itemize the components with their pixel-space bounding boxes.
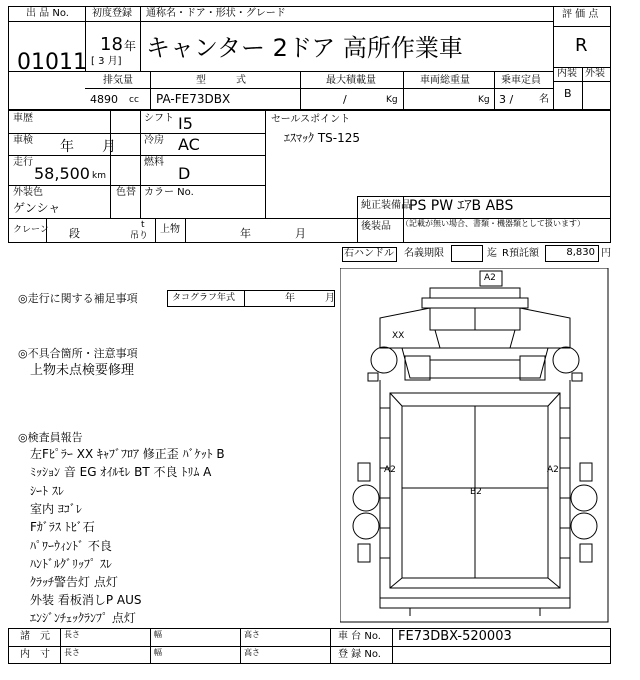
vehicle-name-label: 通称名・ドア・形状・グレード [146, 8, 286, 19]
report-line: 左Fﾋﾟﾗｰ XX ｷｬﾌﾞﾌﾛｱ 修正歪 ﾊﾞｹｯﾄ B [30, 447, 225, 461]
max-load-sep: / [343, 93, 347, 106]
crane-t: t [141, 220, 145, 230]
first-reg-month: [ 3 月] [91, 56, 122, 67]
after-equipment-label: 後装品 [361, 221, 391, 232]
chassis-no-label: 車 台 No. [338, 631, 381, 642]
recycle-unit: 円 [601, 248, 611, 259]
max-load-unit: Kg [386, 95, 398, 105]
shift-label: シフト [144, 113, 174, 124]
diagram-mark-right-side: A2 [547, 465, 559, 475]
report-line: 外装 看板消しP AUS [30, 593, 142, 607]
inspection-label: 車検 [13, 135, 33, 146]
interior-grade: B [564, 87, 572, 100]
report-line: ｼｰﾄ ｽﾚ [30, 484, 64, 498]
recycle-label: R預託額 [502, 248, 539, 259]
overall-grade: R [575, 35, 588, 56]
model-label: 型 式 [196, 75, 246, 86]
color-change-label: 色替 [116, 187, 136, 198]
diagram-mark-bed: B2 [470, 487, 482, 497]
diagram-mark-left-pillar: XX [392, 331, 405, 341]
after-equipment-note: （記載が無い場合、書類・機器類として扱います） [401, 219, 585, 228]
std-equipment-label: 純正装備品 [361, 200, 411, 211]
defects-title: ◎不具合箇所・注意事項 [18, 347, 138, 360]
capacity-value: 3 / [499, 93, 514, 106]
report-line: ﾊﾟﾜｰｳｨﾝﾄﾞ 不良 [30, 539, 112, 553]
title-deadline-label: 名義期限 [404, 248, 444, 259]
color-code-label: カラー No. [144, 187, 194, 198]
first-reg-year: 18 [100, 34, 123, 55]
diagram-mark-front: A2 [484, 273, 496, 283]
tacho-value: 年 月 [285, 293, 335, 304]
upper-label: 上物 [160, 224, 180, 235]
dim-width-label: 幅 [154, 630, 162, 639]
title-deadline-box [451, 245, 483, 262]
truck-damage-diagram [340, 268, 610, 623]
first-reg-year-unit: 年 [124, 39, 137, 53]
first-reg-label: 初度登録 [92, 8, 132, 19]
grade-label: 評 価 点 [562, 9, 599, 20]
mileage-unit: km [92, 171, 106, 181]
interior-length-label: 長さ [64, 648, 80, 657]
report-line: ｴﾝｼﾞﾝﾁｪｯｸﾗﾝﾌﾟ 点灯 [30, 611, 136, 625]
max-load-label: 最大積載量 [326, 75, 376, 86]
lot-number: 01011 [17, 50, 87, 75]
fuel-label: 燃料 [144, 157, 164, 168]
report-line: 室内 ﾖｺﾞﾚ [30, 502, 82, 516]
diagram-mark-left-side: A2 [384, 465, 396, 475]
report-line: ﾊﾝﾄﾞﾙｸﾞﾘｯﾌﾟ ｽﾚ [30, 557, 112, 571]
displacement-unit: cc [129, 95, 139, 105]
capacity-label: 乗車定員 [501, 75, 541, 86]
crane-lift: 吊り [130, 231, 149, 241]
chassis-no-value: FE73DBX-520003 [398, 629, 512, 644]
vehicle-name: キャンター 2ドア 高所作業車 [146, 34, 463, 62]
inspection-value: 年 月 [60, 139, 116, 155]
report-line: ｸﾗｯﾁ警告灯 点灯 [30, 575, 118, 589]
driving-notes-title: ◎走行に関する補足事項 [18, 292, 138, 305]
inspector-title: ◎検査員報告 [18, 431, 83, 444]
interior-dims-label: 内 寸 [20, 649, 50, 660]
displacement-label: 排気量 [103, 75, 133, 86]
sales-point-text: ｴｽﾏｯｸ TS-125 [284, 131, 360, 145]
fuel-value: D [178, 164, 191, 183]
title-deadline-until: 迄 [487, 248, 497, 259]
mileage-value: 58,500 [34, 164, 90, 183]
gross-weight-label: 車両総重量 [420, 75, 470, 86]
crane-label: クレーン [13, 225, 49, 235]
interior-height-label: 高さ [244, 648, 260, 657]
exterior-grade-label: 外装 [585, 68, 605, 79]
dim-length-label: 長さ [64, 630, 80, 639]
capacity-unit: 名 [539, 94, 549, 105]
defects-text: 上物未点検要修理 [30, 363, 135, 378]
upper-date: 年 月 [240, 227, 306, 240]
dim-height-label: 高さ [244, 630, 260, 639]
registration-no-label: 登 録 No. [338, 649, 381, 660]
mileage-label: 走行 [13, 157, 33, 168]
shift-value: I5 [178, 114, 193, 133]
handle-value: 右ハンドル [344, 248, 394, 259]
recycle-value: 8,830 [566, 247, 595, 258]
color-label: 外装色 [13, 187, 43, 198]
aircon-label: 冷房 [144, 135, 164, 146]
dimensions-label: 諸 元 [20, 631, 50, 642]
crane-stage: 段 [69, 227, 80, 240]
model-value: PA-FE73DBX [156, 92, 231, 106]
aircon-value: AC [178, 135, 200, 154]
interior-grade-label: 内装 [557, 68, 577, 79]
sales-point-label: セールスポイント [271, 114, 351, 125]
report-line: Fｶﾞﾗｽ ﾄﾋﾞ石 [30, 520, 95, 534]
interior-width-label: 幅 [154, 648, 162, 657]
history-label: 車歴 [13, 113, 33, 124]
tacho-label: タコグラフ年式 [172, 293, 236, 303]
std-equipment-items: PS PW ｴｱB ABS [409, 198, 514, 214]
lot-label: 出 品 No. [26, 8, 69, 19]
gross-weight-unit: Kg [478, 95, 490, 105]
displacement-value: 4890 [90, 93, 118, 106]
color-value: ゲンシャ [13, 201, 61, 215]
report-line: ﾐｯｼｮﾝ 音 EG ｵｲﾙﾓﾚ BT 不良 ﾄﾘﾑ A [30, 465, 212, 479]
